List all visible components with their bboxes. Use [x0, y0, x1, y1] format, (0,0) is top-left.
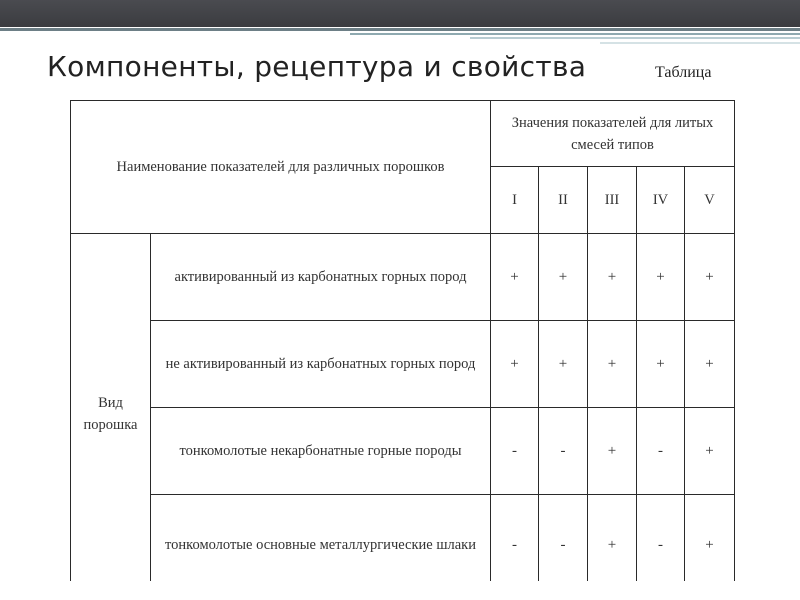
table-row	[71, 321, 735, 408]
mark-cell: +	[685, 495, 735, 595]
type-header: IV	[637, 167, 685, 234]
mark-cell: -	[539, 408, 588, 495]
table-label: Таблица	[655, 64, 712, 81]
mark-cell: +	[491, 321, 539, 408]
decorative-line	[350, 33, 800, 35]
bottom-edge	[0, 581, 800, 600]
decorative-line	[600, 42, 800, 44]
row-name: активированный из карбонатных горных пород	[151, 234, 491, 321]
mark-cell: +	[588, 408, 637, 495]
header-values-cell: Значения показателей для литых смесей типов	[491, 101, 735, 167]
row-name: не активированный из карбонатных горных пород	[151, 321, 491, 408]
mark-cell: -	[491, 495, 539, 595]
mark-cell: -	[637, 495, 685, 595]
mark-cell: +	[588, 495, 637, 595]
category-cell: Вид порошка	[71, 234, 151, 595]
mark-cell: +	[491, 234, 539, 321]
type-header: V	[685, 167, 735, 234]
type-header: I	[491, 167, 539, 234]
properties-table	[70, 100, 735, 595]
mark-cell: -	[539, 495, 588, 595]
decorative-line	[470, 37, 800, 39]
top-decorative-band	[0, 0, 800, 27]
row-name: тонкомолотые основные металлургические шлаки	[151, 495, 491, 595]
mark-cell: +	[685, 321, 735, 408]
table-row	[71, 234, 735, 321]
row-name: тонкомолотые некарбонатные горные породы	[151, 408, 491, 495]
decorative-line	[0, 28, 800, 31]
mark-cell: +	[637, 234, 685, 321]
type-header: II	[539, 167, 588, 234]
mark-cell: +	[588, 234, 637, 321]
table-row	[71, 495, 735, 595]
mark-cell: +	[685, 234, 735, 321]
mark-cell: +	[637, 321, 685, 408]
table-row	[71, 408, 735, 495]
mark-cell: +	[588, 321, 637, 408]
header-name-cell: Наименование показателей для различных порошков	[71, 101, 491, 234]
mark-cell: +	[539, 321, 588, 408]
type-header: III	[588, 167, 637, 234]
mark-cell: +	[539, 234, 588, 321]
slide-title: Компоненты, рецептура и свойства	[47, 50, 587, 83]
mark-cell: +	[685, 408, 735, 495]
mark-cell: -	[637, 408, 685, 495]
mark-cell: -	[491, 408, 539, 495]
